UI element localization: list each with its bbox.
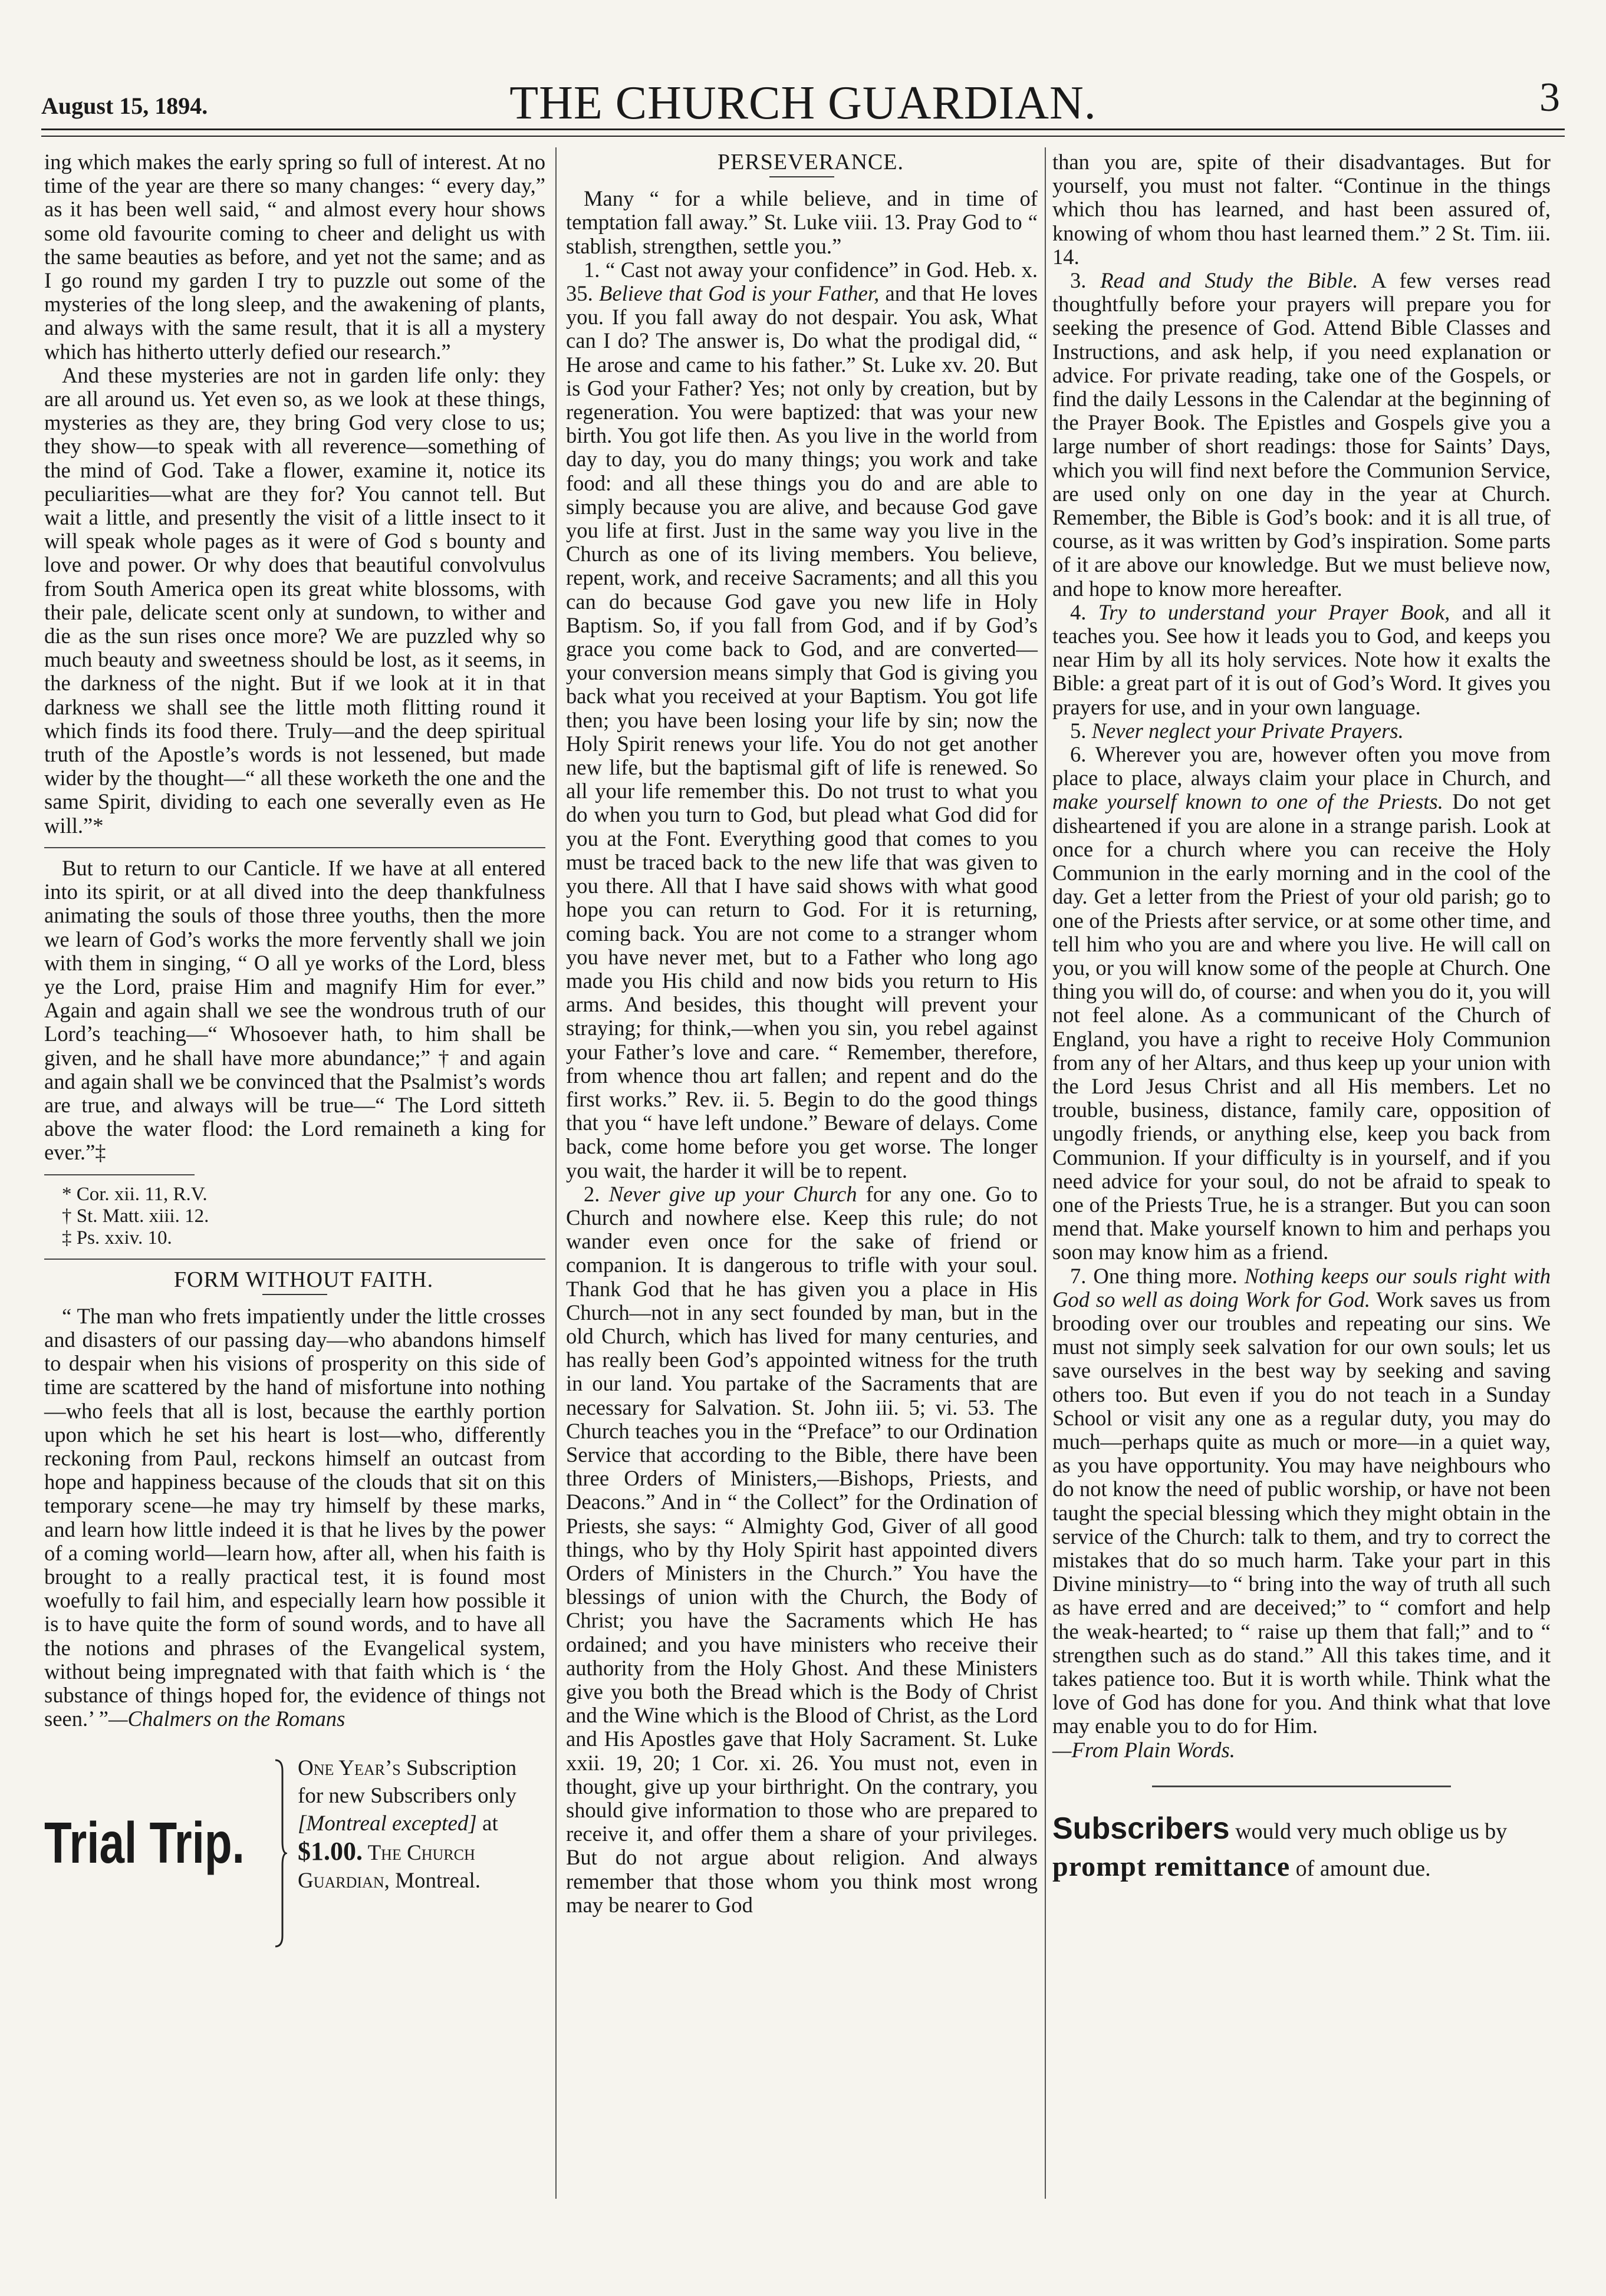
footnote: ‡ Ps. xxiv. 10. [62,1227,172,1249]
paragraph-text: “ The man who frets impatiently under the little crosses and disasters of our passing day—who abandons himself to despair when his visions of prosperity on this side of time are scattered by the hand of misfortune into nothing—who feels that all is lost, because the earthly portion upon which he set his heart is lost—who, differently reckoning from Paul, reckons himself an outcast from hope and happiness because of the clouds that sit on this temporary scene—he may try himself by these marks, and learn how little indeed it is that he lives by the power of a coming world—learn how, after all, when his faith is brought to a really practical test, it is found most woefully to fail him, and especially learn how possible it is to have quite the form of sound words, and to have all the notions and phrases of the Evangelical system, without being impregnated with that faith which is ‘ the substance of things hoped for, the evidence of things not seen.’ ” [44,1303,545,1731]
article-paragraph [1052,269,1551,601]
point-emphasis: Never neglect your Private Prayers. [1091,718,1404,743]
point-lead: 4. [1070,599,1098,624]
notice-lead: Subscribers [1052,1811,1230,1846]
exception-note: [Montreal excepted] [298,1811,477,1836]
point-emphasis: make yourself known to one of the Priests. [1052,789,1443,814]
article-paragraph [566,258,1038,1182]
article-paragraph [1052,1264,1551,1738]
notice-emphasis: prompt remittance [1052,1850,1291,1882]
article-heading: FORM WITHOUT FAITH. [173,1267,434,1292]
footnote-divider [44,1174,195,1175]
heading-rule [769,176,834,177]
point-lead: 5. [1070,718,1092,743]
column-divider-2 [1045,147,1046,2199]
at-text: at [476,1811,498,1836]
point-emphasis: Try to understand your Prayer Book, [1098,599,1450,624]
subscription-label: One Year’s [298,1756,401,1781]
point-emphasis: Read and Study the Bible. [1100,268,1358,293]
article-paragraph [1052,719,1551,743]
point-emphasis: Never give up your Church [608,1181,857,1206]
trial-trip-ad [44,1754,545,1949]
point-lead: 1. “ Cast not away your confidence” in God. Heb. x. 35. [566,257,1038,306]
point-text: Work saves us from brooding over our troubles and repeating our sins. We must not simply seek salvation for our own souls; let us save ourselves in the best way by seeking and saving others too. But even if you do not teach in a Sunday School or visit any one as a regular duty, you may do much—perhaps quite as much or more—in a quiet way, as you have opportunity. You may have neighbours who do not know the need of public worship, or have not been taught the special blessing which they might obtain in the service of the Church: talk to them, and try to correct the mistakes that do so much harm. Take your part in this Divine ministry—to “ bring into the way of truth all such as have erred and are deceived;” to “ comfort and help the weak-hearted; to “ raise up them that fall;” and to “ strengthen such as do stand.” All this takes time, and it takes patience too. But it is worth while. Think what the love of God has done for you. And think what that love may enable you to do for Him. [1052,1287,1551,1738]
footnote: † St. Matt. xiii. 12. [62,1205,209,1227]
point-text: A few verses read thoughtfully before your prayers will prepare you for seeking the presence of God. Attend Bible Classes and Instructions, and ask help, if you need explanation or advice. For private reading, take one of the Gospels, or find the daily Lessons in the Calendar at the beginning of the Prayer Book. The Epistles and Gospels give you a large number of short readings: those for Saints’ Days, which you will find next before the Communion Service, are used only on one day in the year at Church. Remember, the Bible is God’s book: and it is all true, of course, as it was written by God’s inspiration. Some parts of it are above our knowledge. But we must believe now, and hope to know more hereafter. [1052,268,1551,601]
column-divider-1 [555,147,557,2199]
notice-end: of amount due. [1290,1856,1431,1881]
column-1 [44,150,545,1949]
trial-trip-text [298,1754,545,1895]
article-paragraph [1052,601,1551,719]
publisher-city: Montreal. [389,1869,481,1893]
trial-trip-title: Trial Trip. [44,1810,245,1876]
article-paragraph [44,1305,545,1731]
article-paragraph: Many “ for a while believe, and in time of temptation fall away.” St. Luke viii. 13. Pray God to “ stablish, strengthen, settle you.” [566,186,1038,258]
subscription-text: Subscription for new Subscribers only [298,1756,517,1809]
notice-divider [1152,1786,1451,1787]
notice-text: would very much oblige us by [1229,1819,1508,1844]
divider [44,847,545,848]
point-lead: 2. [584,1181,609,1206]
attribution-text: —From Plain Words. [1052,1737,1235,1762]
footnote: * Cor. xii. 11, R.V. [62,1183,208,1205]
article-paragraph [1052,743,1551,1264]
price: $1.00. [298,1837,363,1866]
issue-date: August 15, 1894. [41,93,208,119]
article-paragraph: than you are, spite of their disadvantages. But for yourself, you must not falter. “Continue in the things which thou has learned, and hast been assured of, knowing of whom thou hast learned them.” 2 St. Tim. iii. 14. [1052,150,1551,269]
article-paragraph: And these mysteries are not in garden life only: they are all around us. Yet even so, as we look at these things, mysteries as they are, they bring God very close to us; they show—to speak with all reverence—something of the mind of God. Take a flower, examine it, notice its peculiarities—what are they for? You cannot tell. But wait a little, and presently the visit of a little insect to it will speak whole pages as it were of God s bounty and love and power. Or why does that beautiful convolvulus from South America open its great white blossoms, with their pale, delicate scent only at sundown, to wither and die as the sun rises once more? We are puzzled why so much beauty and sweetness should be lost, as it seems, in the darkness of the night. But if we look at it in that darkness we shall see the little moth flitting round it which finds its food there. Truly—and the deep spiritual truth of the Apostle’s words is not lessened, but made wider by the thought—“ all these worketh the one and the same Spirit, dividing to each one severally even as He will.”* [44,363,545,838]
subscribers-notice [1052,1811,1551,1886]
attribution: —Chalmers on the Romans [108,1707,345,1731]
column-3 [1052,150,1551,1886]
article-paragraph [566,1182,1038,1917]
heading-rule [262,1294,327,1295]
attribution [1052,1738,1551,1762]
point-lead: 6. Wherever you are, however often you move from place to place, always claim your place in Church, and [1052,742,1551,790]
point-text: and all it teaches you. See how it leads you to God, and keeps you near Him by all its holy services. Note how it exalts the Bible: a great part of it is out of God’s Word. It gives you prayers for use, and in your own language. [1052,599,1551,719]
point-text: for any one. Go to Church and nowhere else. Keep this rule; do not wander even once for the sake of friend or companion. It is dangerous to trifle with your soul. Thank God that he has given you a place in His Church—not in any sect founded by man, but in the old Church, which has lived for many centuries, and has really been God’s appointed witness for the truth in our land. You partake of the Sacraments that are necessary for Salvation. St. John iii. 5; vi. 53. The Church teaches you in the “Preface” to our Ordination Service that according to the Bible, there have been three Orders of Ministers,—Bishops, Priests, and Deacons.” And in “ the Collect” for the Ordination of Priests, she says: “ Almighty God, Giver of all good things, who by thy Holy Spirit hast appointed divers Orders of Ministers in the Church.” You have the blessings of union with the Church, the Body of Christ; you have the Sacraments which He has ordained; and you have ministers who receive their authority from the Holy Ghost. And these Ministers give you both the Bread which is the Body of Christ and the Wine which is the Blood of Christ, as the Lord and His Apostles gave that Holy Sacrament. St. Luke xxii. 19, 20; 1 Cor. xi. 26. You must not, even in thought, give up your birthright. On the contrary, you should give information to those who are prepared to receive it, and offer them a share of your privileges. But do not argue about religion. And always remember that those whom you think most wrong may be nearer to God [566,1181,1038,1917]
column-2 [566,150,1038,1917]
article-heading: PERSEVERANCE. [718,150,904,174]
masthead-rule-bottom [41,136,1565,137]
point-text: Do not get disheartened if you are alone in a strange parish. Look at once for a church where you can receive the Holy Communion in the early morning and in the cool of the day. Get a letter from the Priest of your old parish; go to one of the Priests after service, or at some other time, and tell him who you are and where you live. He will call on you, or you will know some of the people at Church. One thing you will do, of course: and when you do it, you will not feel alone. As a communicant of the Church of England, you have a right to receive Holy Communion from any of her Altars, and thus keep up your union with the Lord Jesus Christ and all His members. Let no trouble, business, distance, family care, opposition of ungodly friends, or anything else, keep you back from Communion. If your difficulty is in yourself, and if you need advice for your soul, do not be afraid to speak to one of the Priests True, he is a stranger. But you can soon mend that. Make yourself known to him and perhaps you soon may know him as a friend. [1052,789,1551,1264]
brace-icon [273,1759,287,1948]
masthead-rule-top [41,129,1565,130]
publisher-name: The Church Guardian, [298,1841,475,1893]
page-number: 3 [1539,75,1560,120]
point-text: and that He loves you. If you fall away do not despair. You ask, What can I do? The answer is, Do what the prodigal did, “ He arose and came to his father.” St. Luke xv. 20. But is God your Father? Yes; not only by creation, but by regeneration. You were baptized: that was your new birth. You got life then. As you live in the world from day to day, you do many things; you work and take food: and all these things you do and are able to simply because you are alive, and because God gave you life at first. Just in the same way you live in the Church as one of its living members. You believe, repent, work, and receive Sacraments; and all this you can do because God gave you new life in Holy Baptism. So, if you fall from God, and if by God’s grace you come back to God, and are converted—your conversion means simply that God is giving you back what you received at your Baptism. You got life then; you have been losing your life by sin; now the Holy Spirit renews your life. You do not get another new life, but the baptismal gift of life is renewed. So all your life remember this. Do not trust to what you do when you turn to God, but plead what God did for you at the Font. Everything good that comes to you must be traced back to the new life that was given to you there. All that I have said shows with what good hope you can return to God. For it is returning, coming back. You are not come to a stranger whom you have never met, but to a Father who long ago made you His child and now bids you return to His arms. And besides, this thought will prevent your straying; for think,—when you sin, you rebel against your Father’s love and care. “ Remember, therefore, from whence thou art fallen; and repent and do the first works.” Rev. ii. 5. Begin to do the good things that you “ have left undone.” Beware of delays. Come back, come home before you get worse. The longer you wait, the harder it will be to repent. [566,281,1038,1182]
article-paragraph: ing which makes the early spring so full of interest. At no time of the year are there so many changes: “ every day,” as it has been well said, “ and almost every hour shows some old favourite coming to cheer and delight us with the same beauties as before, and yet not the same; and as I go round my garden I try to puzzle out some of the mysteries of the long sleep, and the awakening of plants, and always with the same result, that it is all a mystery which has hitherto utterly defied our research.” [44,150,545,364]
divider [44,1259,545,1260]
newspaper-title: THE CHURCH GUARDIAN. [509,77,1097,129]
masthead [41,71,1565,129]
article-paragraph: But to return to our Canticle. If we have at all entered into its spirit, or at all dived into the deep thankfulness animating the souls of those three youths, then the more we learn of God’s works the more fervently shall we join with them in singing, “ O all ye works of the Lord, bless ye the Lord, praise Him and magnify Him for ever.” Again and again shall we see the wondrous truth of our Lord’s teaching—“ Whosoever hath, to him shall be given, and he shall have more abundance;” † and again and again shall we be convinced that the Psalmist’s words are true, and always will be true—“ The Lord sitteth above the water flood: the Lord remaineth a king for ever.”‡ [44,855,545,1165]
point-emphasis: Believe that God is your Father, [599,281,880,306]
point-lead: 3. [1070,268,1101,293]
point-lead: 7. One thing more. [1070,1263,1245,1288]
point-emphasis: Nothing keeps our souls right with God so well as doing Work for God. [1052,1263,1551,1312]
